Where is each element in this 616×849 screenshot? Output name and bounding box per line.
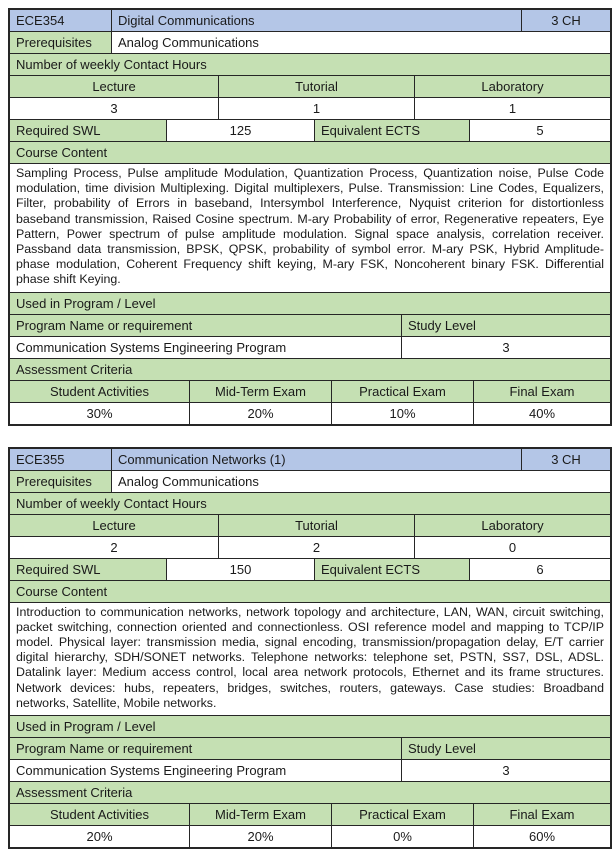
contact-hours-caption-cell: Number of weekly Contact Hours [10, 54, 610, 75]
study-level-value-cell: 3 [502, 339, 510, 355]
study-level-value-cell: 3 [502, 763, 510, 779]
course-content-caption-cell: Course Content [10, 581, 610, 602]
equivalent-ects-label-cell: Equivalent ECTS [315, 120, 470, 141]
contact-hours-header-row [10, 515, 610, 537]
course-title-cell: Communication Networks (1) [112, 449, 522, 470]
course-title-cell: Digital Communications [112, 10, 522, 31]
laboratory-header-cell: Laboratory [415, 515, 610, 536]
mid-term-exam-header-cell: Mid-Term Exam [190, 804, 332, 825]
mid-term-exam-value-cell: 20% [190, 403, 332, 424]
program-header-row [10, 738, 610, 760]
practical-exam-header-cell: Practical Exam [332, 804, 474, 825]
credit-hours-cell: 3 CH [522, 449, 610, 470]
final-exam-value-cell: 60% [528, 829, 556, 845]
assessment-header-row [10, 804, 610, 826]
swl-ects-row [10, 559, 610, 581]
lecture-header-cell: Lecture [10, 76, 219, 97]
course-header-row [10, 449, 610, 471]
study-level-header-cell: Study Level [402, 738, 610, 759]
course-content-text: Sampling Process, Pulse amplitude Modulation, Quantization Process, Quantization noise, Pulse Code modulation, time division Multiplexing. Digital multiplexers, Pulse. Transmission: Line Codes, Equalizers, Filter, probability of Errors in baseband, Intersymbol Interference, Nyquist criterion for distortionless baseband transmission, Raised Cosine spectrum. M-ary Probability of error, Regenerative repeaters, Eye Pattern, Power spectrum of pulse amplitude modulation. Signal space analysis, correlation receiver. Passband data transmission, BPSK, QPSK, probability of symbol error. M-ary PSK, Hybrid Amplitude-phase modulation, Coherent Frequency shift keying, M-ary FSK, Noncoherent binary FSK. Differential phase shift Keying. [16, 166, 604, 287]
assessment-value-row [10, 403, 610, 424]
assessment-value-row [10, 826, 610, 847]
required-swl-value-cell: 150 [167, 559, 315, 580]
course-table-ece355 [8, 447, 612, 849]
course-content-caption-row [10, 581, 610, 603]
course-table-ece354 [8, 8, 612, 426]
tutorial-header-cell: Tutorial [219, 76, 415, 97]
prerequisites-label-cell: Prerequisites [10, 471, 112, 492]
program-name-header-cell: Program Name or requirement [10, 315, 402, 336]
student-activities-header-cell: Student Activities [10, 804, 190, 825]
final-exam-header-cell: Final Exam [474, 381, 610, 402]
tutorial-header-cell: Tutorial [219, 515, 415, 536]
course-code-cell: ECE355 [10, 449, 112, 470]
student-activities-value-cell: 30% [10, 403, 190, 424]
program-value-row [10, 760, 610, 782]
lecture-header-cell: Lecture [10, 515, 219, 536]
course-content-caption-row [10, 142, 610, 164]
program-name-value-cell: Communication Systems Engineering Program [10, 760, 402, 781]
laboratory-value-cell: 0 [508, 539, 517, 555]
mid-term-exam-value-cell: 20% [190, 826, 332, 847]
assessment-caption-cell: Assessment Criteria [10, 359, 610, 380]
assessment-caption-row [10, 782, 610, 804]
equivalent-ects-value-cell: 5 [536, 123, 544, 138]
required-swl-label-cell: Required SWL [10, 559, 167, 580]
course-content-row [10, 603, 610, 716]
program-name-header-cell: Program Name or requirement [10, 738, 402, 759]
course-code-cell: ECE354 [10, 10, 112, 31]
course-content-text: Introduction to communication networks, network topology and architecture, LAN, WAN, circuit switching, packet switching, connection oriented and connectionless. OSI reference model and mapping to TCP/IP model. Physical layer: transmission media, signal encoding, transmission/propagation delay, E/T carrier digital hierarchy, SDH/SONET networks. Telephone networks: telephone set, PSTN, SS7, DSL, ADSL. Datalink layer: Medium access control, local area network protocols, Ethernet and its frame structures. Network devices: hubs, repeaters, bridges, switches, routers, gateways. Case studies: Broadband networks, Satellite, Mobile networks. [16, 604, 604, 710]
prerequisites-label-cell: Prerequisites [10, 32, 112, 53]
student-activities-value-cell: 20% [10, 826, 190, 847]
lecture-value-cell: 3 [10, 98, 219, 119]
assessment-caption-row [10, 359, 610, 381]
laboratory-header-cell: Laboratory [415, 76, 610, 97]
prerequisites-row [10, 471, 610, 493]
contact-hours-value-row [10, 537, 610, 559]
tutorial-value-cell: 2 [219, 537, 415, 558]
assessment-header-row [10, 381, 610, 403]
equivalent-ects-value-cell: 6 [536, 561, 544, 577]
study-level-header-cell: Study Level [402, 315, 610, 336]
laboratory-value-cell: 1 [508, 101, 517, 116]
required-swl-label-cell: Required SWL [10, 120, 167, 141]
lecture-value-cell: 2 [10, 537, 219, 558]
equivalent-ects-label-cell: Equivalent ECTS [315, 559, 470, 580]
prerequisites-value-cell: Analog Communications [118, 473, 259, 489]
swl-ects-row [10, 120, 610, 142]
contact-hours-caption-row [10, 493, 610, 515]
program-value-row [10, 337, 610, 359]
final-exam-value-cell: 40% [528, 405, 556, 421]
required-swl-value-cell: 125 [167, 120, 315, 141]
used-in-program-caption-cell: Used in Program / Level [10, 293, 610, 314]
tutorial-value-cell: 1 [219, 98, 415, 119]
practical-exam-value-cell: 0% [332, 826, 474, 847]
assessment-caption-cell: Assessment Criteria [10, 782, 610, 803]
used-in-program-row [10, 293, 610, 315]
program-header-row [10, 315, 610, 337]
course-content-row [10, 164, 610, 293]
contact-hours-header-row [10, 76, 610, 98]
used-in-program-row [10, 716, 610, 738]
mid-term-exam-header-cell: Mid-Term Exam [190, 381, 332, 402]
student-activities-header-cell: Student Activities [10, 381, 190, 402]
credit-hours-cell: 3 CH [522, 10, 610, 31]
contact-hours-caption-cell: Number of weekly Contact Hours [10, 493, 610, 514]
prerequisites-row [10, 32, 610, 54]
practical-exam-value-cell: 10% [332, 403, 474, 424]
contact-hours-value-row [10, 98, 610, 120]
final-exam-header-cell: Final Exam [474, 804, 610, 825]
course-header-row [10, 10, 610, 32]
prerequisites-value-cell: Analog Communications [118, 35, 259, 50]
used-in-program-caption-cell: Used in Program / Level [10, 716, 610, 737]
practical-exam-header-cell: Practical Exam [332, 381, 474, 402]
course-content-caption-cell: Course Content [10, 142, 610, 163]
program-name-value-cell: Communication Systems Engineering Program [10, 337, 402, 358]
contact-hours-caption-row [10, 54, 610, 76]
